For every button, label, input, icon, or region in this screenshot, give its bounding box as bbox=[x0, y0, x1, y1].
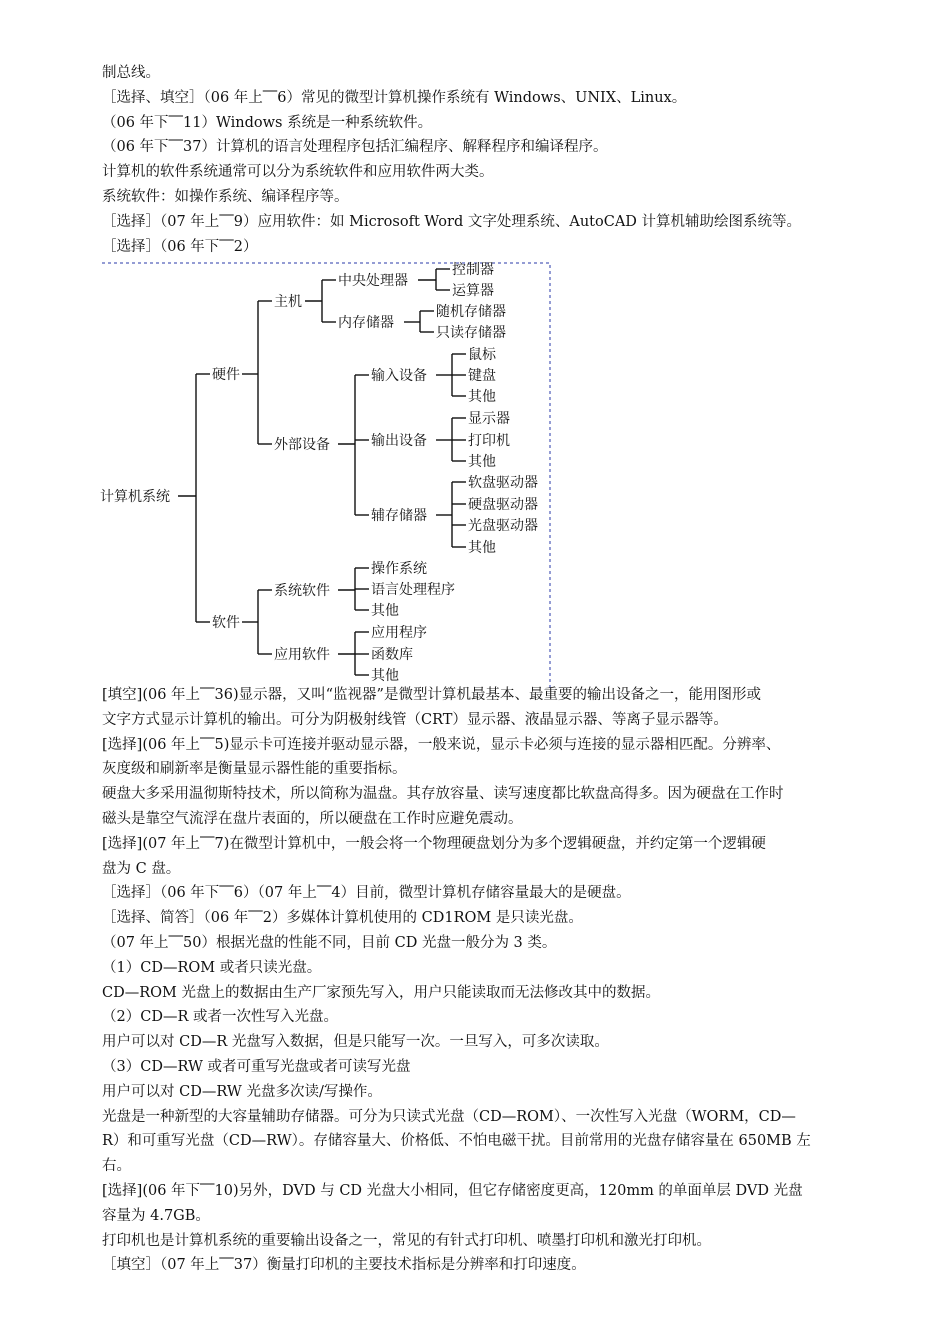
text-line: （1）CD—ROM 或者只读光盘。 bbox=[102, 959, 322, 976]
text-line: （06 年下⎺37）计算机的语言处理程序包括汇编程序、解释程序和编译程序。 bbox=[102, 139, 608, 156]
text-line: ［选择］（06 年下⎺2） bbox=[102, 238, 258, 255]
node-peripherals: 外部设备 bbox=[274, 437, 330, 453]
text-line: （06 年下⎺11）Windows 系统是一种系统软件。 bbox=[102, 114, 433, 131]
node-storage-other: 其他 bbox=[468, 540, 496, 556]
node-app-sw: 应用软件 bbox=[274, 647, 330, 663]
text-line: 盘为 C 盘。 bbox=[102, 860, 181, 877]
node-software: 软件 bbox=[212, 615, 240, 631]
text-line: R）和可重写光盘（CD—RW）。存储容量大、价格低、不怕电磁干扰。目前常用的光盘存储容量在 650MB 左 bbox=[102, 1133, 811, 1150]
text-line: （2）CD—R 或者一次性写入光盘。 bbox=[102, 1009, 338, 1026]
node-system-other: 其他 bbox=[371, 603, 399, 619]
text-line: CD—ROM 光盘上的数据由生产厂家预先写入，用户只能读取而无法修改其中的数据。 bbox=[102, 984, 660, 1001]
computer-system-tree-diagram bbox=[0, 258, 560, 690]
text-line: 用户可以对 CD—RW 光盘多次读/写操作。 bbox=[102, 1083, 382, 1100]
node-alu: 运算器 bbox=[452, 283, 494, 299]
node-app-other: 其他 bbox=[371, 668, 399, 684]
node-storage: 辅存储器 bbox=[371, 508, 427, 524]
text-line: 硬盘大多采用温彻斯特技术，所以简称为温盘。其存放容量、读写速度都比软盘高得多。因为硬盘在工作时 bbox=[102, 786, 784, 803]
text-line: 系统软件：如操作系统、编译程序等。 bbox=[102, 189, 349, 205]
text-line: 文字方式显示计算机的输出。可分为阴极射线管（CRT）显示器、液晶显示器、等离子显示器等。 bbox=[102, 711, 728, 728]
text-line: 制总线。 bbox=[102, 65, 160, 81]
text-line: 磁头是靠空气流浮在盘片表面的，所以硬盘在工作时应避免震动。 bbox=[102, 811, 523, 827]
node-lang: 语言处理程序 bbox=[371, 582, 455, 598]
node-printer: 打印机 bbox=[468, 433, 510, 449]
node-input: 输入设备 bbox=[371, 368, 427, 384]
text-line: [选择](06 年下⎺10)另外，DVD 与 CD 光盘大小相同，但它存储密度更高，120mm 的单面单层 DVD 光盘 bbox=[102, 1183, 803, 1199]
node-floppy: 软盘驱动器 bbox=[468, 475, 538, 491]
node-app: 应用程序 bbox=[371, 625, 427, 641]
node-monitor: 显示器 bbox=[468, 411, 510, 427]
text-line: 计算机的软件系统通常可以分为系统软件和应用软件两大类。 bbox=[102, 164, 494, 181]
node-hardware: 硬件 bbox=[212, 367, 240, 383]
text-line: 容量为 4.7GB。 bbox=[102, 1207, 210, 1224]
node-memory: 内存储器 bbox=[338, 315, 394, 331]
node-host: 主机 bbox=[274, 294, 302, 310]
node-mouse: 鼠标 bbox=[468, 347, 496, 363]
text-line: ［选择］（07 年上⎺9）应用软件：如 Microsoft Word 文字处理系统、AutoCAD 计算机辅助绘图系统等。 bbox=[102, 213, 802, 230]
text-line: 打印机也是计算机系统的重要输出设备之一，常见的有针式打印机、喷墨打印机和激光打印机。 bbox=[102, 1232, 711, 1249]
node-root: 计算机系统 bbox=[100, 489, 170, 505]
node-os: 操作系统 bbox=[371, 561, 427, 577]
text-line: ［选择］（06 年下⎺6）（07 年上⎺4）目前，微型计算机存储容量最大的是硬盘。 bbox=[102, 885, 631, 902]
node-input-other: 其他 bbox=[468, 389, 496, 405]
text-line: （07 年上⎺50）根据光盘的性能不同，目前 CD 光盘一般分为 3 类。 bbox=[102, 935, 557, 951]
node-keyboard: 键盘 bbox=[468, 368, 496, 384]
node-hdd: 硬盘驱动器 bbox=[468, 497, 538, 513]
node-system-sw: 系统软件 bbox=[274, 583, 330, 599]
text-line: ［选择、简答］（06 年⎺2）多媒体计算机使用的 CD1ROM 是只读光盘。 bbox=[102, 910, 583, 927]
text-line: [选择](07 年上⎺7)在微型计算机中，一般会将一个物理硬盘划分为多个逻辑硬盘，并约定第一个逻辑硬 bbox=[102, 835, 766, 852]
text-line: [选择](06 年上⎺5)显示卡可连接并驱动显示器，一般来说，显示卡必须与连接的显示器相匹配。分辨率、 bbox=[102, 736, 781, 753]
text-line: [填空](06 年上⎺36)显示器，又叫“监视器”是微型计算机最基本、最重要的输出设备之一，能用图形或 bbox=[102, 687, 761, 703]
text-line: 用户可以对 CD—R 光盘写入数据，但是只能写一次。一旦写入，可多次读取。 bbox=[102, 1034, 609, 1051]
node-controller: 控制器 bbox=[452, 262, 494, 278]
text-line: 灰度级和刷新率是衡量显示器性能的重要指标。 bbox=[102, 761, 407, 778]
node-cd: 光盘驱动器 bbox=[468, 518, 538, 534]
node-ram: 随机存储器 bbox=[436, 304, 506, 320]
text-line: ［填空］（07 年上⎺37）衡量打印机的主要技术指标是分辨率和打印速度。 bbox=[102, 1257, 586, 1274]
node-output: 输出设备 bbox=[371, 433, 427, 449]
node-output-other: 其他 bbox=[468, 454, 496, 470]
text-line: ［选择、填空］（06 年上⎺6）常见的微型计算机操作系统有 Windows、UNIX、Linux。 bbox=[102, 89, 687, 106]
node-rom: 只读存储器 bbox=[436, 325, 506, 341]
text-line: 光盘是一种新型的大容量辅助存储器。可分为只读式光盘（CD—ROM）、一次性写入光盘（WORM，CD— bbox=[102, 1108, 796, 1125]
node-cpu: 中央处理器 bbox=[338, 273, 408, 289]
text-line: 右。 bbox=[102, 1158, 131, 1175]
node-lib: 函数库 bbox=[371, 647, 413, 663]
text-line: （3）CD—RW 或者可重写光盘或者可读写光盘 bbox=[102, 1059, 411, 1075]
